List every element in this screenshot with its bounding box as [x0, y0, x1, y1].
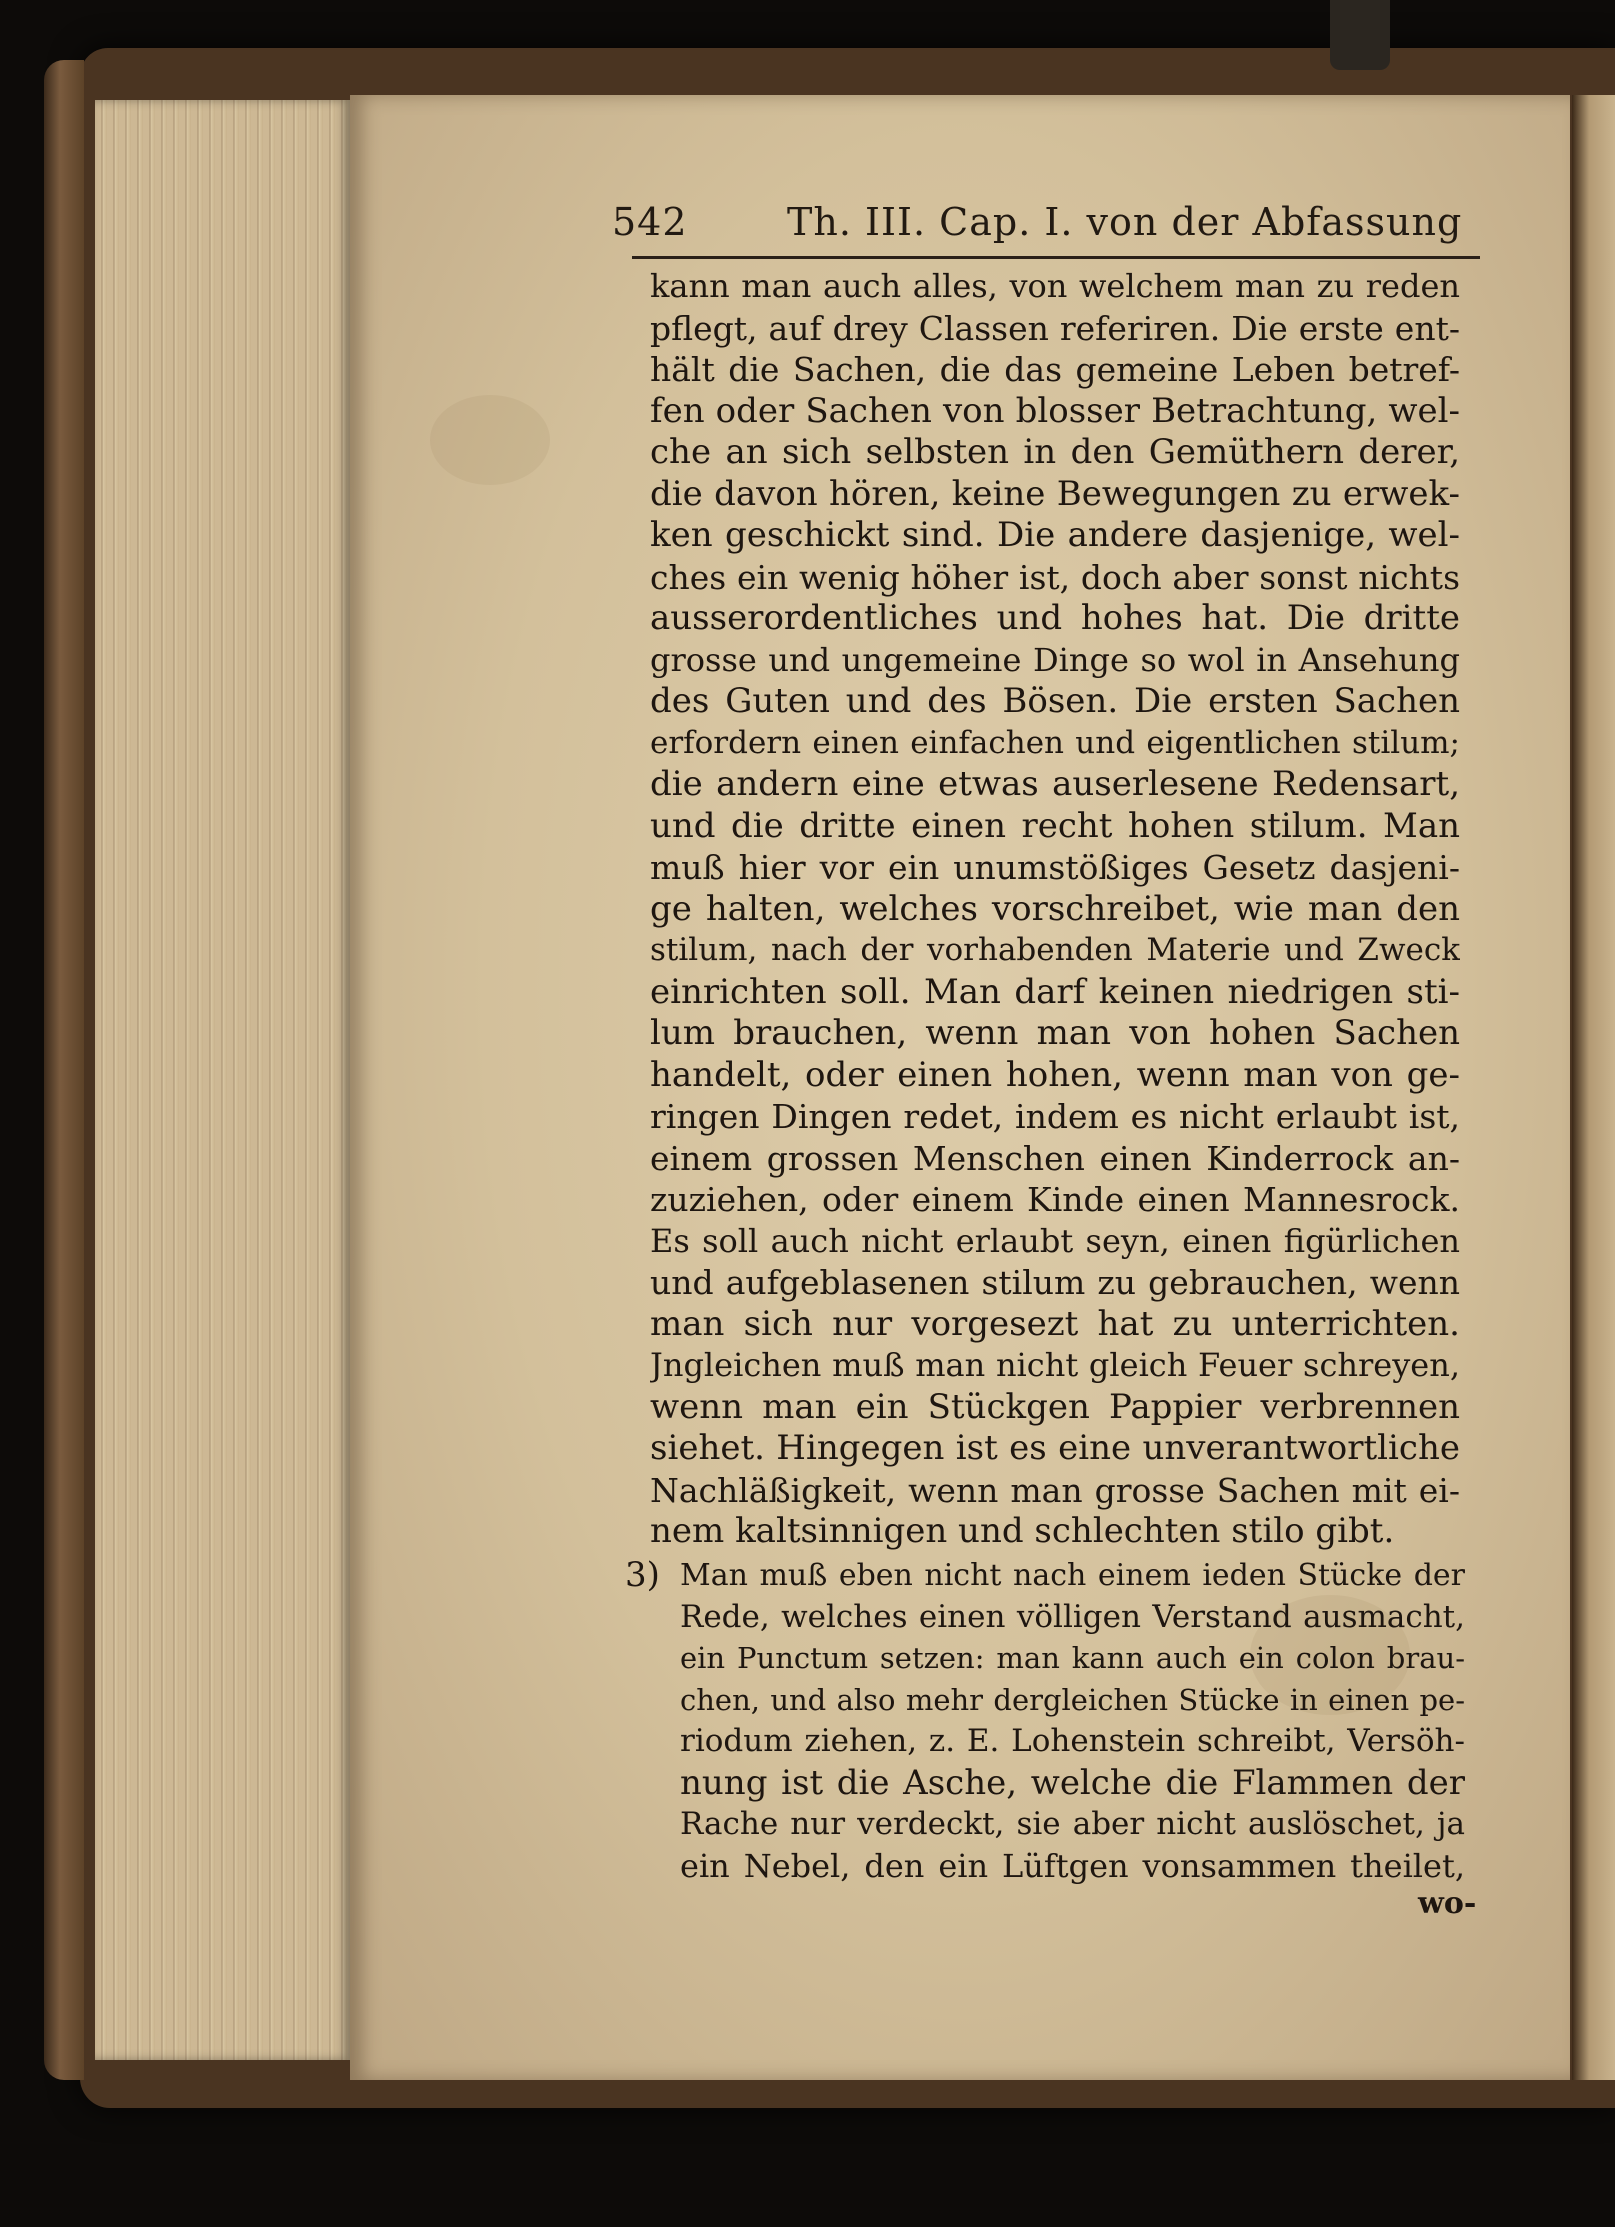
text-line: ches ein wenig höher ist, doch aber sonst nichts: [650, 557, 1460, 597]
text-line: des Guten und des Bösen. Die ersten Sachen: [650, 681, 1460, 721]
text-line: ausserordentliches und hohes hat. Die dritte: [650, 598, 1460, 638]
text-line: siehet. Hingegen ist es eine unverantwortliche: [650, 1428, 1460, 1468]
text-line: chen, und also mehr dergleichen Stücke in einen pe-: [680, 1682, 1465, 1717]
text-line: die andern eine etwas auserlesene Redensart,: [650, 764, 1460, 804]
text-line: erfordern einen einfachen und eigentlichen stilum;: [650, 724, 1460, 761]
text-line: hält die Sachen, die das gemeine Leben betref-: [650, 350, 1460, 389]
book-spine-edge: [44, 60, 84, 2080]
text-line: stilum, nach der vorhabenden Materie und Zweck: [650, 932, 1460, 968]
catchword: wo-: [1418, 1886, 1477, 1921]
text-line: Es soll auch nicht erlaubt seyn, einen figürlichen: [650, 1221, 1460, 1260]
text-line: Rache nur verdeckt, sie aber nicht auslöschet, ja: [680, 1806, 1465, 1842]
text-line: Nachläßigkeit, wenn man grosse Sachen mit ei-: [650, 1470, 1460, 1510]
body-text: [650, 266, 1460, 1553]
text-line: und die dritte einen recht hohen stilum. Man: [650, 805, 1460, 846]
text-line: pflegt, auf drey Classen referiren. Die erste ent-: [650, 308, 1460, 348]
text-line: riodum ziehen, z. E. Lohenstein schreibt, Versöh-: [680, 1723, 1465, 1759]
text-line: Man muß eben nicht nach einem ieden Stücke der: [680, 1558, 1465, 1593]
text-line: und aufgeblasenen stilum zu gebrauchen, wenn: [650, 1263, 1460, 1302]
text-line: ein Nebel, den ein Lüftgen vonsammen theilet,: [680, 1846, 1465, 1885]
text-line: einrichten soll. Man darf keinen niedrigen sti-: [650, 971, 1460, 1012]
facing-page-edge: [1572, 95, 1615, 2080]
text-line: nung ist die Asche, welche die Flammen der: [680, 1762, 1465, 1803]
text-line: grosse und ungemeine Dinge so wol in Ansehung: [650, 640, 1460, 679]
text-line: ken geschickt sind. Die andere dasjenige, wel-: [650, 515, 1460, 555]
text-line: ge halten, welches vorschreibet, wie man den: [650, 888, 1460, 929]
item-lines: [680, 1555, 1465, 1887]
text-line: fen oder Sachen von blosser Betrachtung, wel-: [650, 390, 1460, 431]
text-line: lum brauchen, wenn man von hohen Sachen: [650, 1013, 1460, 1053]
text-line: wenn man ein Stückgen Pappier verbrennen: [650, 1386, 1460, 1427]
header-rule: [632, 256, 1480, 259]
paper-stain: [430, 395, 550, 485]
text-line: ein Punctum setzen: man kann auch ein colon brau-: [680, 1641, 1465, 1675]
text-line: Rede, welches einen völligen Verstand ausmacht,: [680, 1598, 1465, 1635]
page-clip: [1330, 0, 1390, 70]
text-line: man sich nur vorgesezt hat zu unterrichten.: [650, 1303, 1460, 1344]
text-line: muß hier vor ein unumstößiges Gesetz dasjeni-: [650, 848, 1460, 887]
page-number: 542: [612, 200, 688, 244]
text-line: die davon hören, keine Bewegungen zu erwek-: [650, 473, 1460, 514]
text-line: ringen Dingen redet, indem es nicht erlaubt ist,: [650, 1097, 1460, 1136]
text-line: einem grossen Menschen einen Kinderrock an-: [650, 1138, 1460, 1178]
text-line: kann man auch alles, von welchem man zu reden: [650, 267, 1460, 305]
page-stack-edges: [95, 100, 350, 2060]
text-line: Jngleichen muß man nicht gleich Feuer schreyen,: [650, 1346, 1460, 1384]
page-header: [612, 200, 1482, 260]
text-line: handelt, oder einen hohen, wenn man von ge-: [650, 1054, 1460, 1095]
running-title: Th. III. Cap. I. von der Abfassung: [787, 200, 1463, 244]
text-line: nem kaltsinnigen und schlechten stilo gibt.: [650, 1511, 1395, 1551]
text-line: che an sich selbsten in den Gemüthern derer,: [650, 432, 1460, 472]
text-line: zuziehen, oder einem Kinde einen Mannesrock.: [650, 1180, 1460, 1219]
item-marker: 3): [625, 1555, 660, 1595]
